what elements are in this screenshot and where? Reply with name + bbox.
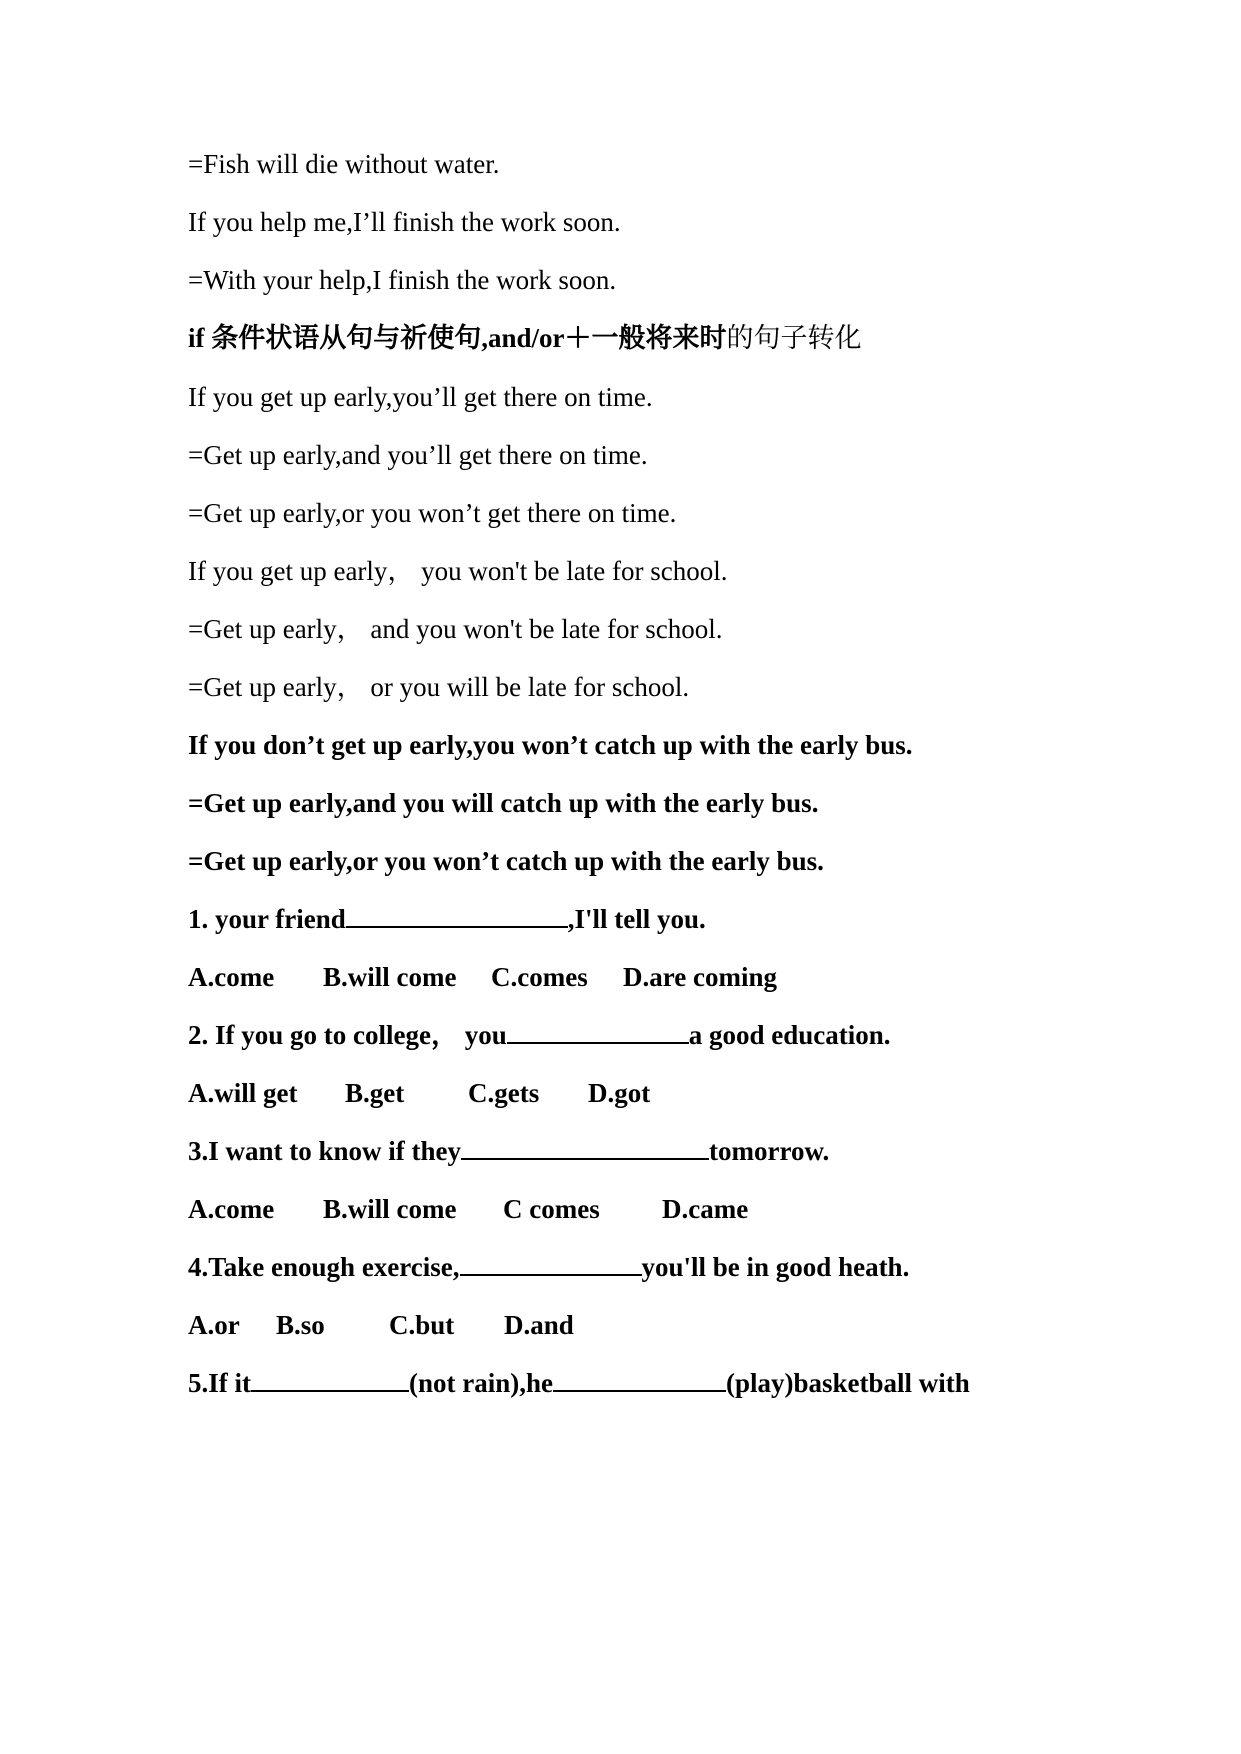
question-1-tail: ,I'll tell you. — [567, 904, 706, 934]
question-5-blank-2[interactable] — [553, 1366, 726, 1392]
option-b: B.will come — [323, 962, 457, 992]
option-a: A.or — [188, 1310, 240, 1340]
text-line: =Get up early,or you won’t get there on time. — [188, 498, 677, 528]
option-d: D.came — [662, 1194, 749, 1224]
option-b: B.will come — [323, 1194, 457, 1224]
question-2-tail: a good education. — [688, 1020, 891, 1050]
text-line-bold: =Get up early,or you won’t catch up with the early bus. — [188, 846, 824, 876]
text-line: If you get up early， you won't be late for school. — [188, 556, 728, 586]
question-5-tail: (play)basketball with — [726, 1368, 970, 1398]
option-d: D.got — [588, 1078, 651, 1108]
question-5-middle: (not rain),he — [409, 1368, 553, 1398]
option-b: B.so — [276, 1310, 325, 1340]
text-line: If you help me,I’ll finish the work soon. — [188, 207, 621, 237]
question-2-stem: 2. If you go to college， you — [188, 1020, 507, 1050]
question-2-blank[interactable] — [507, 1018, 689, 1044]
option-c: C.gets — [468, 1078, 540, 1108]
question-1-stem: 1. your friend — [188, 904, 346, 934]
question-4-blank[interactable] — [460, 1250, 642, 1276]
question-3 — [188, 1134, 829, 1168]
option-a: A.will get — [188, 1078, 298, 1108]
option-d: D.are coming — [623, 962, 777, 992]
question-2 — [188, 1018, 891, 1052]
question-5 — [188, 1366, 970, 1400]
option-b: B.get — [345, 1078, 405, 1108]
question-3-tail: tomorrow. — [709, 1136, 830, 1166]
text-line: =Fish will die without water. — [188, 149, 500, 179]
text-line-bold: =Get up early,and you will catch up with the early bus. — [188, 788, 819, 818]
question-3-blank[interactable] — [461, 1134, 709, 1160]
text-line: If you get up early,you’ll get there on time. — [188, 382, 653, 412]
question-4-stem: 4.Take enough exercise, — [188, 1252, 460, 1282]
section-heading-normal: 的句子转化 — [726, 323, 862, 353]
question-4-tail: you'll be in good heath. — [641, 1252, 910, 1282]
option-d: D.and — [504, 1310, 574, 1340]
text-line: =With your help,I finish the work soon. — [188, 265, 617, 295]
question-5-stem: 5.If it — [188, 1368, 251, 1398]
text-line: =Get up early， or you will be late for school. — [188, 672, 690, 702]
text-line-bold: If you don’t get up early,you won’t catch up with the early bus. — [188, 730, 913, 760]
question-1 — [188, 902, 706, 936]
section-heading-bold: if 条件状语从句与祈使句,and/or＋一般将来时 — [188, 323, 727, 353]
question-5-blank-1[interactable] — [251, 1366, 409, 1392]
section-heading — [188, 321, 862, 355]
question-4 — [188, 1250, 909, 1284]
text-line: =Get up early,and you’ll get there on time. — [188, 440, 648, 470]
text-line: =Get up early， and you won't be late for school. — [188, 614, 723, 644]
option-c: C comes — [503, 1194, 600, 1224]
option-a: A.come — [188, 1194, 275, 1224]
option-a: A.come — [188, 962, 275, 992]
option-c: C.comes — [491, 962, 588, 992]
question-3-stem: 3.I want to know if they — [188, 1136, 462, 1166]
document-page — [188, 0, 1188, 1754]
question-1-blank[interactable] — [346, 902, 568, 928]
option-c: C.but — [389, 1310, 455, 1340]
